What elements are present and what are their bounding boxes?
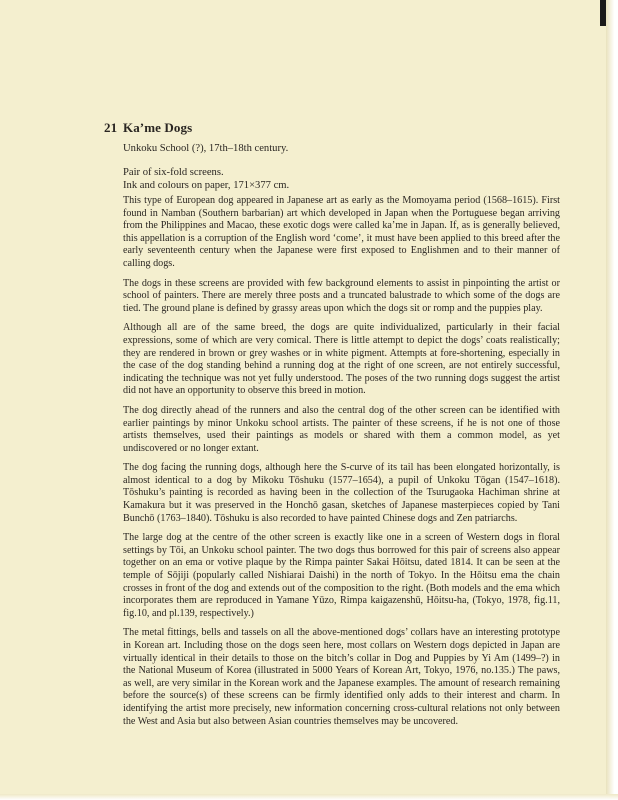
paragraph: The dog facing the running dogs, although here the S-curve of its tail has been elongated horizontally, is almost identical to a dog by Mikoku Tōshuku (1577–1654), a pupil of Unkoku Tōgan (1547–1618). Tōshuku’s painting is recorded as having been in the collection of the Tsurugaoka Hachiman shrine at Kamakura but it was preserved in the Honchō gasan, sketches of Japanese masterpieces copied by Tani Bunchō (1763–1840). Tōshuku is also recorded to have painted Chinese dogs and Zen patriarchs.	[123, 462, 560, 524]
entry-format: Pair of six-fold screens.	[123, 167, 224, 178]
paragraph: The dog directly ahead of the runners and also the central dog of the other screen can be identified with earlier paintings by minor Unkoku school artists. The painter of these screens, if he is not one of those artists themselves, used their paintings as models or shared with them a common model, as yet undiscovered or no longer extant.	[123, 404, 560, 454]
entry-number: 21	[104, 120, 118, 135]
entry-attribution: Unkoku School (?), 17th–18th century.	[123, 143, 289, 154]
paragraph: This type of European dog appeared in Japanese art as early as the Momoyama period (1568–1615). First found in Namban (Southern barbarian) art which developed in Japan when the Portuguese began arriving from the Philippines and Macao, these exotic dogs were called ka’me in Japan. If, as is generally believed, this appellation is a corruption of the English word ‘come’, it must have been applied to this breed after the early seventeenth century when the Japanese were first exposed to Englishmen and to their manner of calling dogs.	[123, 195, 560, 269]
essay-body	[123, 195, 560, 735]
paragraph: The dogs in these screens are provided with few background elements to assist in pinpointing the artist or school of painters. There are merely three posts and a truncated balustrade to which some of the dogs are tied. The ground plane is defined by grassy areas upon which the dogs sit or romp and the puppies play.	[123, 277, 560, 314]
paragraph: The metal fittings, bells and tassels on all the above-mentioned dogs’ collars have an interesting prototype in Korean art. Including those on the dogs seen here, most collars on Western dogs depicted in Japan are virtually identical in their details to those on the bitch’s collar in Dog and Puppies by Yi Am (1499–?) in the National Museum of Korea (illustrated in 5000 Years of Korean Art, Tokyo, 1976, no.135.) The paws, as well, are very similar in the Korean work and the Japanese examples. The amount of research remaining before the source(s) of these screens can be firmly identified only adds to their interest and charm. In identifying the artist more precisely, new information concerning cross-cultural relations not only between the West and Asia but also between Asian countries themselves may be uncovered.	[123, 627, 560, 727]
entry-title: Ka’me Dogs	[123, 120, 193, 135]
entry-medium: Ink and colours on paper, 171×377 cm.	[123, 180, 290, 191]
entry-heading	[104, 120, 192, 136]
page-bottom-edge	[0, 794, 618, 800]
paragraph: Although all are of the same breed, the dogs are quite individualized, particularly in their facial expressions, some of which are very comical. There is little attempt to depict the dogs’ coats realistically; they are rendered in brown or grey washes or in white pigment. Attempts at fore-shortening, especially in the case of the dog standing behind a running dog at the right of one screen, are not entirely successful, indicating the technique was not yet fully understood. The poses of the two running dogs suggest the artist did not have an opportunity to observe this breed in motion.	[123, 322, 560, 397]
paragraph: The large dog at the centre of the other screen is exactly like one in a screen of Western dogs in floral settings by Tōi, an Unkoku school painter. The two dogs thus borrowed for this pair of screens also appear together on an ema or votive plaque by the Rimpa painter Sakai Hōitsu, dated 1814. It can be seen at the temple of Sōjiji (popularly called Nishiarai Daishi) in the north of Tokyo. In the Hōitsu ema the chain crosses in front of the dog and extends out of the composition to the right. (Both models and the ema which incorporates them are reproduced in Yamane Yūzo, Rimpa kaigazenshū, Hōitsu-ha, (Tokyo, 1978, fig.11, fig.10, and pl.139, respectively.)	[123, 532, 560, 619]
page-right-edge	[606, 0, 618, 800]
